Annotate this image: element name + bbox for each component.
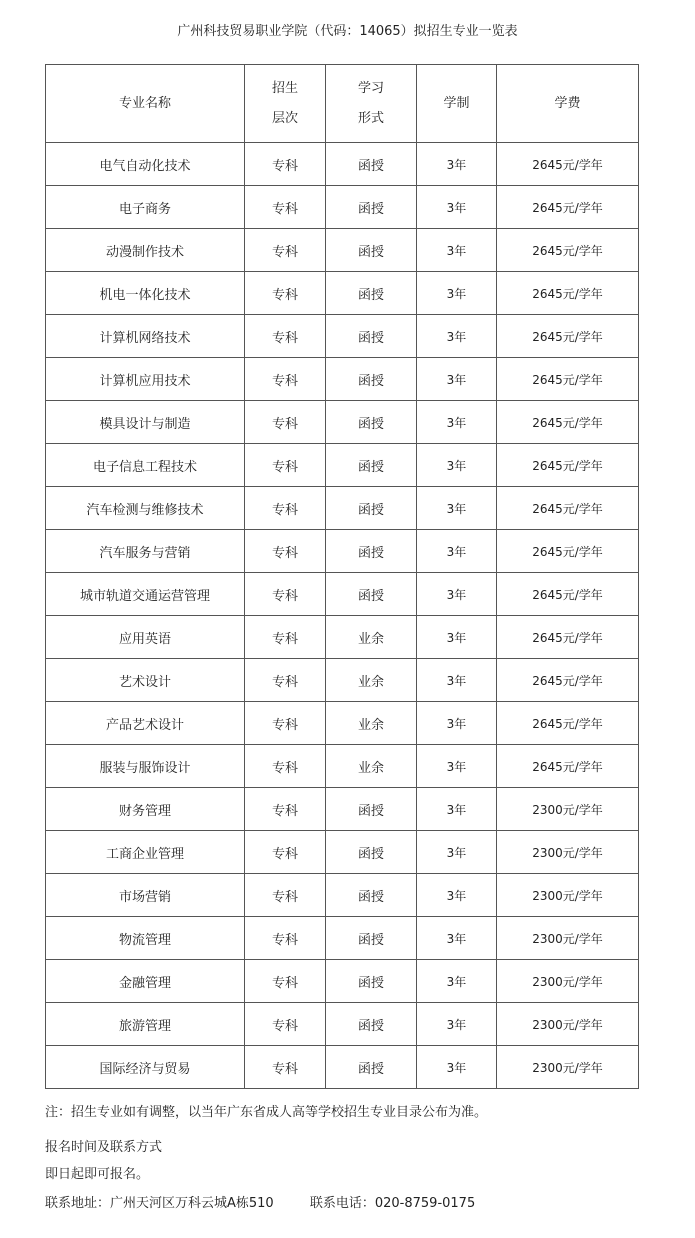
header-form [326,65,417,143]
cell-form: 函授 [326,831,417,874]
header-level [245,65,326,143]
cell-duration: 3年 [417,530,497,573]
page-title: 广州科技贸易职业学院（代码：14065）拟招生专业一览表 [177,24,518,39]
cell-fee: 2300元/学年 [497,960,639,1003]
cell-level: 专科 [245,143,326,186]
cell-major: 财务管理 [46,788,245,831]
table-row [46,487,639,530]
table-row [46,702,639,745]
table-row [46,1003,639,1046]
cell-level: 专科 [245,315,326,358]
cell-duration: 3年 [417,831,497,874]
cell-level: 专科 [245,573,326,616]
cell-form: 业余 [326,745,417,788]
table-row [46,788,639,831]
cell-fee: 2645元/学年 [497,702,639,745]
cell-level: 专科 [245,702,326,745]
cell-major: 电子商务 [46,186,245,229]
cell-level: 专科 [245,358,326,401]
cell-duration: 3年 [417,358,497,401]
cell-major: 物流管理 [46,917,245,960]
table-row [46,401,639,444]
cell-major: 动漫制作技术 [46,229,245,272]
cell-form: 函授 [326,229,417,272]
cell-major: 汽车服务与营销 [46,530,245,573]
cell-level: 专科 [245,745,326,788]
cell-form: 函授 [326,960,417,1003]
cell-major: 模具设计与制造 [46,401,245,444]
cell-major: 旅游管理 [46,1003,245,1046]
table-row [46,229,639,272]
table-row [46,358,639,401]
cell-duration: 3年 [417,573,497,616]
cell-fee: 2300元/学年 [497,788,639,831]
cell-level: 专科 [245,874,326,917]
cell-fee: 2645元/学年 [497,272,639,315]
cell-level: 专科 [245,616,326,659]
registration-heading: 报名时间及联系方式 [45,1140,163,1155]
table-row [46,659,639,702]
table-row [46,616,639,659]
cell-form: 函授 [326,358,417,401]
cell-fee: 2300元/学年 [497,917,639,960]
cell-duration: 3年 [417,186,497,229]
cell-fee: 2300元/学年 [497,1046,639,1089]
cell-major: 电子信息工程技术 [46,444,245,487]
cell-level: 专科 [245,1003,326,1046]
table-row [46,917,639,960]
cell-major: 计算机应用技术 [46,358,245,401]
table-row [46,831,639,874]
cell-fee: 2645元/学年 [497,659,639,702]
cell-form: 函授 [326,315,417,358]
cell-fee: 2645元/学年 [497,487,639,530]
contact-address: 联系地址：广州天河区万科云城A栋510 [45,1196,274,1211]
cell-duration: 3年 [417,143,497,186]
cell-duration: 3年 [417,788,497,831]
cell-fee: 2645元/学年 [497,229,639,272]
cell-major: 市场营销 [46,874,245,917]
cell-major: 工商企业管理 [46,831,245,874]
cell-fee: 2645元/学年 [497,186,639,229]
header-major: 专业名称 [46,65,245,143]
cell-level: 专科 [245,917,326,960]
cell-duration: 3年 [417,315,497,358]
cell-major: 计算机网络技术 [46,315,245,358]
cell-major: 产品艺术设计 [46,702,245,745]
table-row [46,1046,639,1089]
cell-form: 函授 [326,917,417,960]
adjustment-note: 注：招生专业如有调整，以当年广东省成人高等学校招生专业目录公布为准。 [45,1105,488,1120]
cell-fee: 2300元/学年 [497,874,639,917]
header-level-line2: 层次 [271,110,298,126]
cell-form: 函授 [326,186,417,229]
header-level-line1: 招生 [271,80,298,96]
header-fee: 学费 [497,65,639,143]
table-row [46,745,639,788]
cell-duration: 3年 [417,659,497,702]
cell-form: 业余 [326,616,417,659]
cell-form: 函授 [326,143,417,186]
cell-form: 函授 [326,874,417,917]
cell-major: 国际经济与贸易 [46,1046,245,1089]
cell-level: 专科 [245,401,326,444]
cell-level: 专科 [245,960,326,1003]
cell-form: 业余 [326,659,417,702]
header-form-line1: 学习 [357,80,384,96]
cell-form: 函授 [326,272,417,315]
cell-fee: 2645元/学年 [497,530,639,573]
cell-form: 函授 [326,1046,417,1089]
cell-major: 电气自动化技术 [46,143,245,186]
table-row [46,272,639,315]
cell-duration: 3年 [417,702,497,745]
cell-fee: 2300元/学年 [497,831,639,874]
cell-level: 专科 [245,444,326,487]
cell-major: 艺术设计 [46,659,245,702]
cell-major: 金融管理 [46,960,245,1003]
cell-fee: 2300元/学年 [497,1003,639,1046]
cell-level: 专科 [245,487,326,530]
cell-level: 专科 [245,229,326,272]
cell-level: 专科 [245,659,326,702]
cell-duration: 3年 [417,1003,497,1046]
cell-form: 函授 [326,788,417,831]
cell-form: 函授 [326,530,417,573]
cell-duration: 3年 [417,917,497,960]
cell-duration: 3年 [417,745,497,788]
table-row [46,186,639,229]
cell-fee: 2645元/学年 [497,358,639,401]
cell-fee: 2645元/学年 [497,143,639,186]
table-body [46,143,639,1089]
cell-form: 函授 [326,1003,417,1046]
table-row [46,143,639,186]
table-row [46,315,639,358]
cell-form: 函授 [326,444,417,487]
table-row [46,444,639,487]
cell-level: 专科 [245,530,326,573]
table-header [46,65,639,143]
cell-fee: 2645元/学年 [497,616,639,659]
cell-major: 机电一体化技术 [46,272,245,315]
cell-form: 函授 [326,487,417,530]
cell-level: 专科 [245,1046,326,1089]
table-row [46,874,639,917]
cell-duration: 3年 [417,272,497,315]
cell-level: 专科 [245,788,326,831]
cell-fee: 2645元/学年 [497,745,639,788]
cell-level: 专科 [245,186,326,229]
cell-duration: 3年 [417,874,497,917]
table-row [46,530,639,573]
cell-duration: 3年 [417,487,497,530]
cell-major: 服装与服饰设计 [46,745,245,788]
cell-duration: 3年 [417,444,497,487]
cell-form: 业余 [326,702,417,745]
cell-duration: 3年 [417,1046,497,1089]
header-duration: 学制 [417,65,497,143]
registration-time: 即日起即可报名。 [45,1167,150,1182]
majors-table [45,64,639,1089]
cell-fee: 2645元/学年 [497,401,639,444]
cell-duration: 3年 [417,616,497,659]
cell-duration: 3年 [417,229,497,272]
cell-form: 函授 [326,401,417,444]
cell-fee: 2645元/学年 [497,315,639,358]
cell-major: 汽车检测与维修技术 [46,487,245,530]
header-form-line2: 形式 [357,110,384,126]
cell-major: 应用英语 [46,616,245,659]
contact-line [45,1192,475,1211]
cell-fee: 2645元/学年 [497,573,639,616]
cell-duration: 3年 [417,401,497,444]
cell-fee: 2645元/学年 [497,444,639,487]
table-row [46,960,639,1003]
cell-form: 函授 [326,573,417,616]
table-row [46,573,639,616]
cell-major: 城市轨道交通运营管理 [46,573,245,616]
cell-level: 专科 [245,272,326,315]
cell-level: 专科 [245,831,326,874]
cell-duration: 3年 [417,960,497,1003]
contact-phone: 联系电话：020-8759-0175 [309,1196,476,1211]
